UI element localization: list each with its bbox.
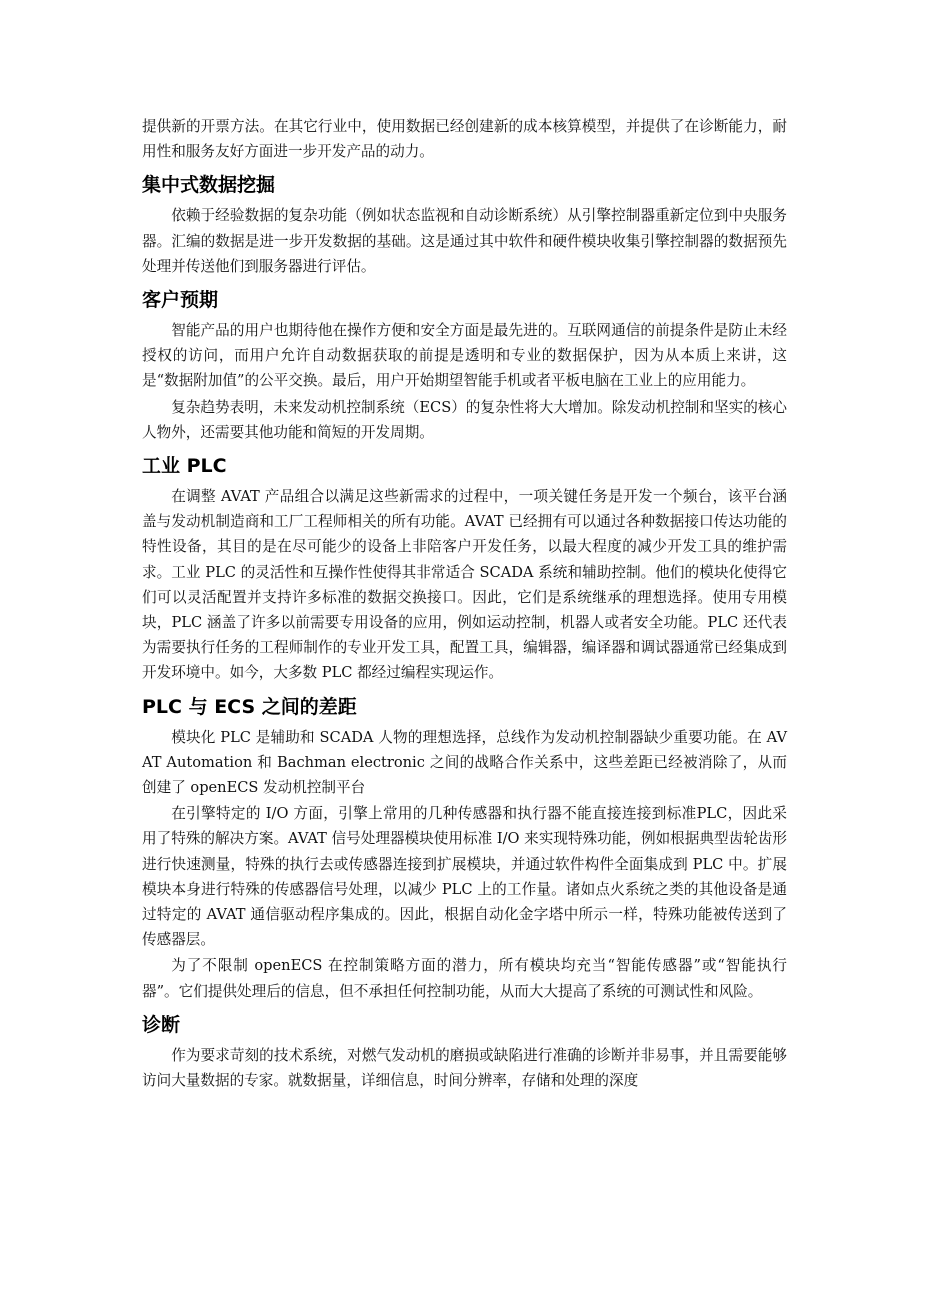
body-paragraph: 复杂趋势表明，未来发动机控制系统（ECS）的复杂性将大大增加。除发动机控制和坚实的核心人物外，还需要其他功能和简短的开发周期。: [142, 398, 787, 441]
section-heading-centralized-data-mining: 集中式数据挖掘: [142, 174, 276, 197]
body-paragraph: 作为要求苛刻的技术系统，对燃气发动机的磨损或缺陷进行准确的诊断并非易事，并且需要能够访问大量数据的专家。就数据量，详细信息，时间分辨率，存储和处理的深度: [142, 1046, 787, 1090]
body-paragraph: 智能产品的用户也期待他在操作方便和安全方面是最先进的。互联网通信的前提条件是防止未经授权的访问，而用户允许自动数据获取的前提是透明和专业的数据保护，因为从本质上来讲，这是“数据附加值”的公平交换。最后，用户开始期望智能手机或者平板电脑在工业上的应用能力。: [142, 322, 787, 390]
body-paragraph: 为了不限制 openECS 在控制策略方面的潜力，所有模块均充当“智能传感器”或“智能执行器”。它们提供处理后的信息，但不承担任何控制功能，从而大大提高了系统的可测试性和风险。: [142, 957, 787, 1000]
section-heading-plc-ecs-gap: PLC 与 ECS 之间的差距: [142, 695, 357, 718]
body-paragraph: 模块化 PLC 是辅助和 SCADA 人物的理想选择，总线作为发动机控制器缺少重要功能。在 AVAT Automation 和 Bachman electronic 之间的战略合作关系中，这些差距已经被消除了，从而创建了 openECS 发动机控制平台: [142, 728, 787, 797]
body-paragraph: 依赖于经验数据的复杂功能（例如状态监视和自动诊断系统）从引擎控制器重新定位到中央服务器。汇编的数据是进一步开发数据的基础。这是通过其中软件和硬件模块收集引擎控制器的数据预先处理并传送他们到服务器进行评估。: [142, 207, 787, 275]
section-heading-industrial-plc: 工业 PLC: [142, 455, 227, 478]
document-page: [142, 114, 787, 1094]
section-heading-customer-expectations: 客户预期: [142, 289, 219, 312]
intro-paragraph: 提供新的开票方法。在其它行业中，使用数据已经创建新的成本核算模型，并提供了在诊断能力，耐用性和服务友好方面进一步开发产品的动力。: [142, 118, 787, 161]
section-heading-diagnostics: 诊断: [142, 1013, 181, 1036]
body-paragraph: 在引擎特定的 I/O 方面，引擎上常用的几种传感器和执行器不能直接连接到标准PLC，因此采用了特殊的解决方案。AVAT 信号处理器模块使用标准 I/O 来实现特殊功能，例如根据典型齿轮齿形进行快速测量，特殊的执行去或传感器连接到扩展模块，并通过软件构件全面集成到 PLC 中。扩展模块本身进行特殊的传感器信号处理，以减少 PLC 上的工作量。诸如点火系统之类的其他设备是通过特定的 AVAT 通信驱动程序集成的。因此，根据自动化金字塔中所示一样，特殊功能被传送到了传感器层。: [142, 805, 787, 949]
body-paragraph: 在调整 AVAT 产品组合以满足这些新需求的过程中，一项关键任务是开发一个频台，该平台涵盖与发动机制造商和工厂工程师相关的所有功能。AVAT 已经拥有可以通过各种数据接口传达功能的特性设备，其目的是在尽可能少的设备上非陪客户开发任务，以最大程度的减少开发工具的维护需求。工业 PLC 的灵活性和互操作性使得其非常适合 SCADA 系统和辅助控制。他们的模块化使得它们可以灵活配置并支持许多标准的数据交换接口。因此，它们是系统继承的理想选择。使用专用模块，PLC 涵盖了许多以前需要专用设备的应用，例如运动控制，机器人或者安全功能。PLC 还代表为需要执行任务的工程师制作的专业开发工具，配置工具，编辑器，编译器和调试器通常已经集成到开发环境中。如今，大多数 PLC 都经过编程实现运作。: [142, 488, 787, 682]
